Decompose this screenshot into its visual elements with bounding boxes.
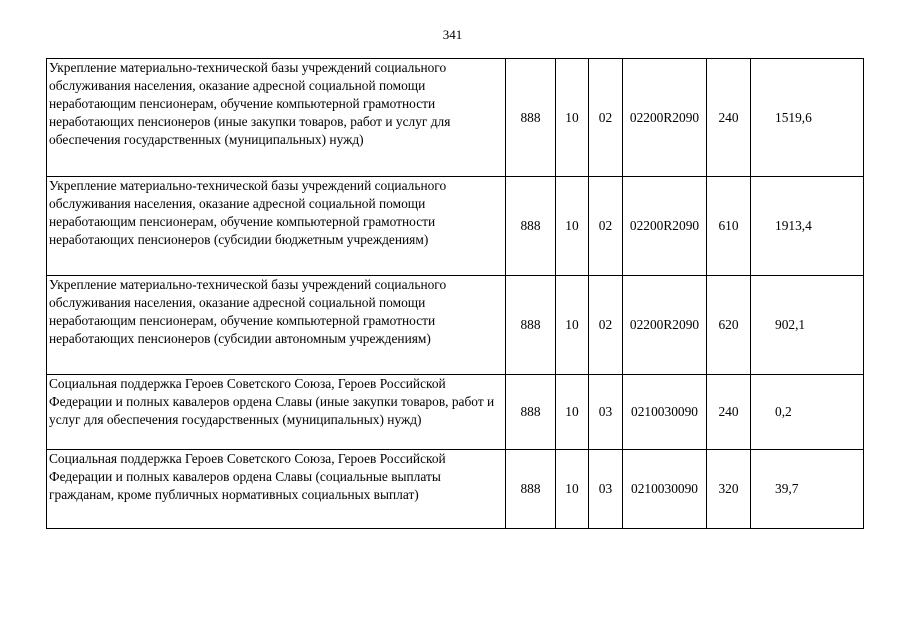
amount: 902,1	[751, 276, 864, 375]
subsection-code: 02	[589, 59, 623, 177]
amount: 0,2	[751, 375, 864, 450]
target-article-code: 0210030090	[623, 375, 707, 450]
amount: 1913,4	[751, 177, 864, 276]
table-row	[47, 177, 864, 276]
section-code: 10	[556, 450, 589, 529]
expense-type-code: 240	[707, 59, 751, 177]
ved-code: 888	[506, 276, 556, 375]
section-code: 10	[556, 59, 589, 177]
row-description: Укрепление материально-технической базы учреждений социального обслуживания населения, оказание адресной социальной помощи неработающим пенсионерам, обучение компьютерной грамотности неработающих пенсионеров (субсидии автономным учреждениям)	[47, 276, 506, 375]
section-code: 10	[556, 177, 589, 276]
ved-code: 888	[506, 450, 556, 529]
expense-type-code: 320	[707, 450, 751, 529]
subsection-code: 02	[589, 276, 623, 375]
row-description: Социальная поддержка Героев Советского Союза, Героев Российской Федерации и полных кавалеров ордена Славы (иные закупки товаров, работ и услуг для обеспечения государственных (муниципальных) нужд)	[47, 375, 506, 450]
table-row	[47, 276, 864, 375]
expense-type-code: 240	[707, 375, 751, 450]
row-description: Укрепление материально-технической базы учреждений социального обслуживания населения, оказание адресной социальной помощи неработающим пенсионерам, обучение компьютерной грамотности неработающих пенсионеров (субсидии бюджетным учреждениям)	[47, 177, 506, 276]
table-row	[47, 59, 864, 177]
budget-table	[46, 58, 864, 529]
row-description: Укрепление материально-технической базы учреждений социального обслуживания населения, оказание адресной социальной помощи неработающим пенсионерам, обучение компьютерной грамотности неработающих пенсионеров (иные закупки товаров, работ и услуг для обеспечения государственных (муниципальных) нужд)	[47, 59, 506, 177]
ved-code: 888	[506, 59, 556, 177]
page-number: 341	[442, 27, 463, 42]
section-code: 10	[556, 375, 589, 450]
row-description: Социальная поддержка Героев Советского Союза, Героев Российской Федерации и полных кавалеров ордена Славы (социальные выплаты гражданам, кроме публичных нормативных социальных выплат)	[47, 450, 506, 529]
expense-type-code: 620	[707, 276, 751, 375]
ved-code: 888	[506, 375, 556, 450]
target-article-code: 02200R2090	[623, 276, 707, 375]
target-article-code: 02200R2090	[623, 177, 707, 276]
amount: 1519,6	[751, 59, 864, 177]
ved-code: 888	[506, 177, 556, 276]
table-row	[47, 450, 864, 529]
amount: 39,7	[751, 450, 864, 529]
subsection-code: 02	[589, 177, 623, 276]
target-article-code: 0210030090	[623, 450, 707, 529]
subsection-code: 03	[589, 375, 623, 450]
target-article-code: 02200R2090	[623, 59, 707, 177]
section-code: 10	[556, 276, 589, 375]
subsection-code: 03	[589, 450, 623, 529]
table-row	[47, 375, 864, 450]
expense-type-code: 610	[707, 177, 751, 276]
